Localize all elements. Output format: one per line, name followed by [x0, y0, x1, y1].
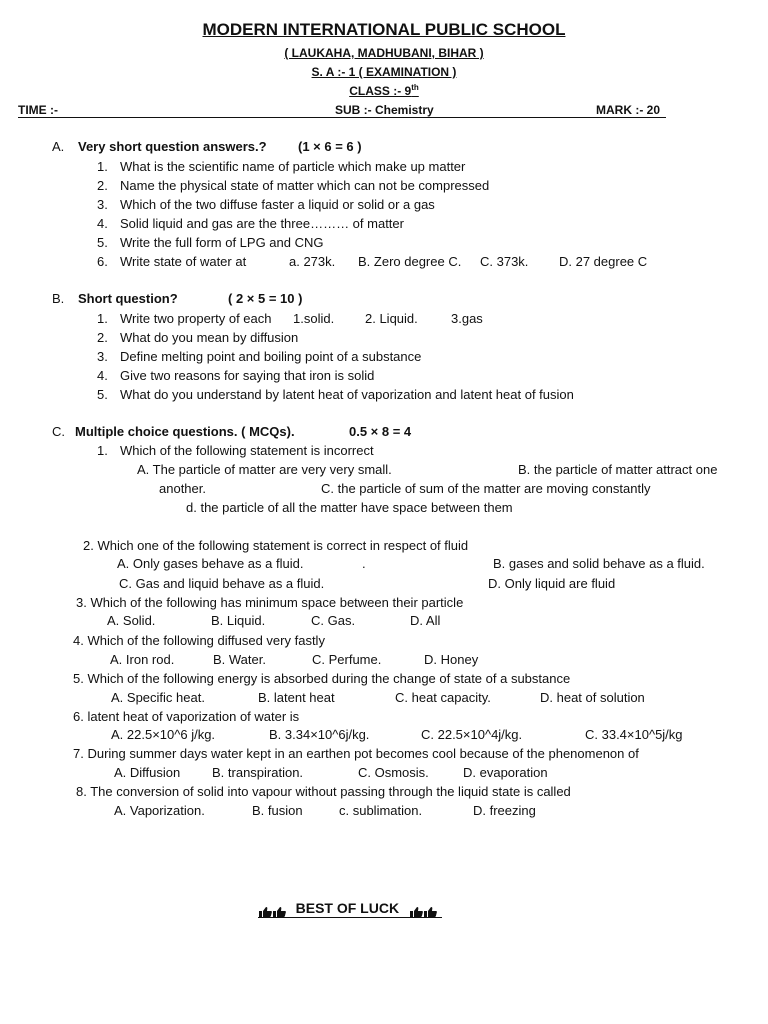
- option: D. evaporation: [463, 765, 548, 780]
- list-item-number: 3.: [97, 349, 108, 364]
- option: B. latent heat: [258, 690, 335, 705]
- subject-label: SUB :- Chemistry: [335, 103, 434, 117]
- option: A. The particle of matter are very very small.: [137, 462, 392, 477]
- option: D. All: [410, 613, 441, 628]
- section-a-marks: (1 × 6 = 6 ): [298, 139, 362, 154]
- option: B. Liquid.: [211, 613, 266, 628]
- list-item: What do you understand by latent heat of vaporization and latent heat of fusion: [120, 387, 574, 402]
- class-label: CLASS :- 9: [349, 84, 412, 98]
- option: D. heat of solution: [540, 690, 645, 705]
- section-c-title: Multiple choice questions. ( MCQs).: [75, 424, 295, 439]
- option: A. 22.5×10^6 j/kg.: [111, 727, 216, 742]
- list-item-number: 4.: [97, 368, 108, 383]
- best-of-luck: BEST OF LUCK: [295, 900, 400, 916]
- option: C. Osmosis.: [358, 765, 429, 780]
- option: A. Solid.: [107, 613, 156, 628]
- option: D. 27 degree C: [559, 254, 648, 269]
- option: C. Gas.: [311, 613, 356, 628]
- list-item: What is the scientific name of particle which make up matter: [120, 159, 466, 174]
- school-address: ( LAUKAHA, MADHUBANI, BIHAR ): [284, 46, 484, 60]
- list-item-number: 1.: [97, 311, 108, 326]
- option-continuation: another.: [159, 481, 206, 496]
- option: B. Water.: [213, 652, 266, 667]
- section-a-title: Very short question answers.?: [78, 139, 267, 154]
- class-superscript: th: [411, 83, 419, 92]
- list-item: Write the full form of LPG and CNG: [120, 235, 324, 250]
- list-item: What do you mean by diffusion: [120, 330, 299, 345]
- list-item-number: 5.: [97, 235, 108, 250]
- option: 2. Liquid.: [365, 311, 418, 326]
- option: d. the particle of all the matter have space between them: [186, 500, 513, 515]
- question-text: 6. latent heat of vaporization of water is: [73, 709, 300, 724]
- section-b-title: Short question?: [78, 291, 178, 306]
- section-b-marks: ( 2 × 5 = 10 ): [228, 291, 303, 306]
- option: 1.solid.: [293, 311, 335, 326]
- question-text: Which of the following statement is incorrect: [120, 443, 374, 458]
- list-item: Give two reasons for saying that iron is solid: [120, 368, 375, 383]
- option: C. 33.4×10^5j/kg: [585, 727, 683, 742]
- option: C. Gas and liquid behave as a fluid.: [119, 576, 325, 591]
- class-line: [0, 83, 768, 98]
- question-number: 1.: [97, 443, 108, 458]
- option: A. Diffusion: [114, 765, 181, 780]
- option: B. fusion: [252, 803, 303, 818]
- thumbs-up-icon: [258, 905, 272, 915]
- list-item: Solid liquid and gas are the three……… of matter: [120, 216, 404, 231]
- list-item-number: 1.: [97, 159, 108, 174]
- section-a-letter: A.: [52, 139, 65, 154]
- thumbs-up-icon: [272, 905, 286, 915]
- option: a. 273k.: [289, 254, 336, 269]
- list-item-number: 2.: [97, 330, 108, 345]
- option: A. Only gases behave as a fluid.: [117, 556, 304, 571]
- question-text: 7. During summer days water kept in an earthen pot becomes cool because of the phenomenon of: [73, 746, 639, 761]
- list-item: Define melting point and boiling point of a substance: [120, 349, 422, 364]
- list-item: Write state of water at: [120, 254, 247, 269]
- question-text: 5. Which of the following energy is absorbed during the change of state of a substance: [73, 671, 571, 686]
- stray-dot: .: [362, 556, 366, 571]
- question-text: 3. Which of the following has minimum space between their particle: [76, 595, 464, 610]
- option: 3.gas: [451, 311, 483, 326]
- option: B. Zero degree C.: [358, 254, 462, 269]
- question-text: 2. Which one of the following statement is correct in respect of fluid: [83, 538, 469, 553]
- option: A. Iron rod.: [110, 652, 175, 667]
- section-c-letter: C.: [52, 424, 65, 439]
- list-item-number: 2.: [97, 178, 108, 193]
- option: c. sublimation.: [339, 803, 423, 818]
- list-item-number: 3.: [97, 197, 108, 212]
- option: C. heat capacity.: [395, 690, 491, 705]
- thumbs-up-icon: [409, 905, 423, 915]
- section-b-letter: B.: [52, 291, 65, 306]
- option: C. 22.5×10^4j/kg.: [421, 727, 523, 742]
- thumbs-up-icon: [423, 905, 437, 915]
- option: B. transpiration.: [212, 765, 304, 780]
- list-item-number: 5.: [97, 387, 108, 402]
- list-item: Name the physical state of matter which can not be compressed: [120, 178, 490, 193]
- option: B. gases and solid behave as a fluid.: [493, 556, 705, 571]
- option: A. Specific heat.: [111, 690, 205, 705]
- option: B. the particle of matter attract one: [518, 462, 718, 477]
- list-item: Write two property of each: [120, 311, 272, 326]
- exam-title: S. A :- 1 ( EXAMINATION ): [311, 65, 457, 79]
- time-label: TIME :-: [18, 103, 58, 117]
- school-name: MODERN INTERNATIONAL PUBLIC SCHOOL: [202, 20, 566, 39]
- option: D. freezing: [473, 803, 536, 818]
- list-item-number: 4.: [97, 216, 108, 231]
- list-item: Which of the two diffuse faster a liquid or solid or a gas: [120, 197, 435, 212]
- option: C. Perfume.: [312, 652, 382, 667]
- option: C. 373k.: [480, 254, 529, 269]
- option: C. the particle of sum of the matter are moving constantly: [321, 481, 651, 496]
- mark-label: MARK :- 20: [596, 103, 661, 117]
- list-item-number: 6.: [97, 254, 108, 269]
- footer: [258, 900, 442, 918]
- option: B. 3.34×10^6j/kg.: [269, 727, 370, 742]
- header-rule: [18, 117, 666, 118]
- option: D. Only liquid are fluid: [488, 576, 616, 591]
- question-text: 8. The conversion of solid into vapour without passing through the liquid state is called: [76, 784, 571, 799]
- option: A. Vaporization.: [114, 803, 205, 818]
- option: D. Honey: [424, 652, 479, 667]
- section-c-marks: 0.5 × 8 = 4: [349, 424, 412, 439]
- question-text: 4. Which of the following diffused very fastly: [73, 633, 325, 648]
